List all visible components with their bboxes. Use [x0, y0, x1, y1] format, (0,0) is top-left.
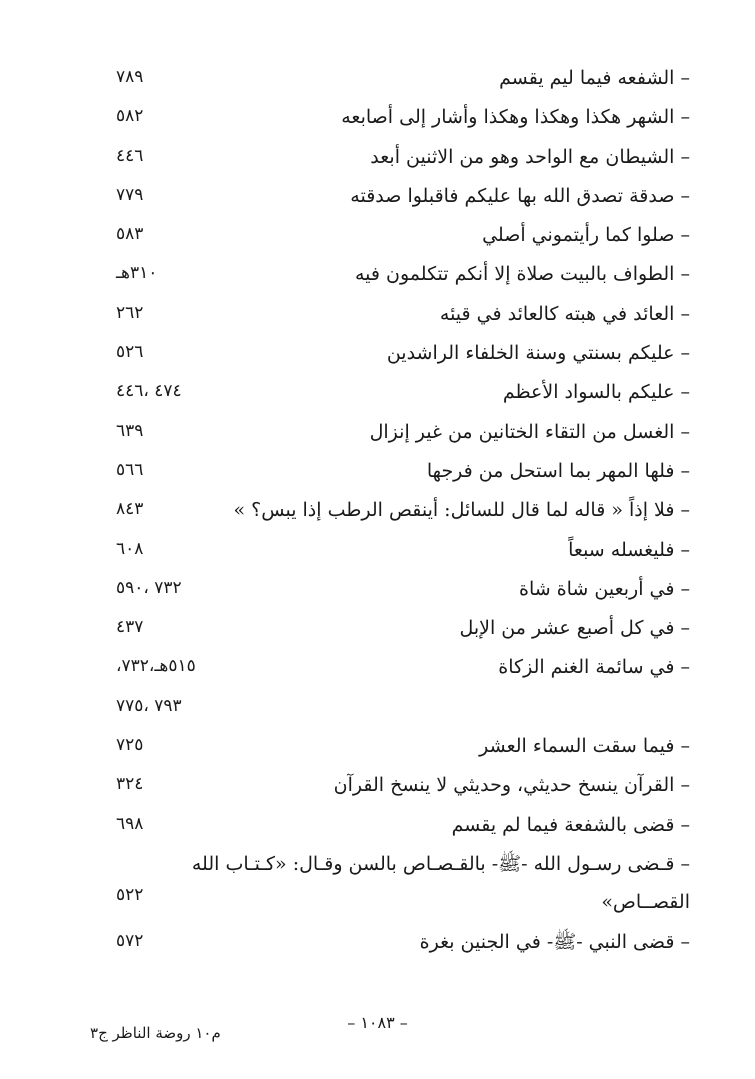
page-reference: ٥٨٢ [116, 106, 144, 127]
list-item [90, 451, 690, 490]
list-item [90, 215, 690, 254]
list-item [90, 137, 690, 176]
page-reference: ٤٣٧ [116, 617, 144, 638]
signature-mark: م١٠ روضة الناظر ج٣ [90, 1024, 221, 1042]
list-item [90, 922, 690, 961]
hadith-index-list [90, 58, 690, 961]
page-reference: ٨٤٣ [116, 499, 144, 520]
hadith-text: – فليغسله سبعاً [568, 538, 690, 561]
list-item [90, 490, 690, 529]
list-item [90, 294, 690, 333]
list-item [90, 530, 690, 569]
hadith-text: – الطواف بالبيت صلاة إلا أنكم تتكلمون فيه [354, 263, 690, 286]
page-reference: ٥٦٦ [116, 459, 144, 480]
hadith-text: – قـضى رسـول الله -ﷺ- بالقـصـاص بالسن وقـال: «كـتـاب الله [191, 852, 690, 875]
hadith-text: – قضى النبي -ﷺ- في الجنين بغرة [419, 930, 690, 953]
page-reference: ٥٧٢ [116, 930, 144, 951]
page-reference: ٤٧٤ ،٤٤٦ [116, 381, 182, 402]
page-reference: ٦٣٩ [116, 420, 144, 441]
hadith-text: – في سائمة الغنم الزكاة [498, 656, 690, 679]
page-reference: ٤٤٦ [116, 145, 144, 166]
list-item [90, 805, 690, 844]
hadith-text: – الغسل من التقاء الختانين من غير إنزال [369, 420, 690, 443]
hadith-text: – فلا إذاً « قاله لما قال للسائل: أينقص الرطب إذا يبس؟ » [233, 499, 690, 522]
list-item [90, 254, 690, 293]
hadith-text: – الشيطان مع الواحد وهو من الاثنين أبعد [370, 145, 690, 168]
page-reference: ٦٠٨ [116, 538, 144, 559]
list-item [90, 176, 690, 215]
hadith-text: – عليكم بسنتي وسنة الخلفاء الراشدين [386, 342, 690, 365]
page-reference: ٧٨٩ [116, 67, 144, 87]
list-item [90, 58, 690, 97]
page-reference: ٧٧٩ [116, 184, 144, 205]
hadith-text: – الشهر هكذا وهكذا وهكذا وأشار إلى أصابعه [341, 106, 690, 129]
hadith-text: – القرآن ينسخ حديثي، وحديثي لا ينسخ القرآن [333, 774, 690, 797]
list-item [90, 687, 690, 726]
page-reference: ٧٣٢ ،٥٩٠ [116, 577, 182, 598]
hadith-text: – عليكم بالسواد الأعظم [502, 381, 690, 404]
page-reference: ٦٩٨ [116, 813, 144, 834]
page-reference: ٢٦٢ [116, 302, 144, 323]
page-reference: ٧٩٣ ،٧٧٥ [116, 695, 182, 716]
hadith-text: – فيما سقت السماء العشر [479, 735, 690, 758]
hadith-text: – صلوا كما رأيتموني أصلي [482, 224, 690, 247]
list-item [90, 765, 690, 804]
page-reference: ٥٢٢ [116, 884, 144, 905]
list-item [90, 333, 690, 372]
page-reference: ٣٢٤ [116, 774, 144, 795]
page-number: – ١٠٨٣ – [347, 1013, 408, 1032]
list-item [90, 844, 690, 922]
list-item [90, 412, 690, 451]
list-item [90, 726, 690, 765]
page-reference: ٥١٥هـ،٧٣٢، [116, 656, 196, 677]
page-reference: ٧٢٥ [116, 735, 144, 756]
hadith-text: – الشفعه فيما ليم يقسم [499, 67, 690, 89]
list-item [90, 608, 690, 647]
hadith-text: – في كل أصبع عشر من الإبل [459, 617, 690, 640]
hadith-text: – في أربعين شاة شاة [518, 577, 690, 600]
page-reference: ٥٢٦ [116, 342, 144, 363]
hadith-text: – فلها المهر بما استحل من فرجها [426, 459, 690, 482]
hadith-text: – العائد في هبته كالعائد في قيئه [439, 302, 690, 325]
list-item [90, 647, 690, 686]
hadith-text: – صدقة تصدق الله بها عليكم فاقبلوا صدقته [350, 184, 690, 207]
page-reference: ٥٨٣ [116, 224, 144, 245]
hadith-text-continuation: القصــاص» [601, 890, 690, 913]
list-item [90, 372, 690, 411]
page-reference: ٣١٠هـ [116, 263, 158, 284]
hadith-text: – قضى بالشفعة فيما لم يقسم [451, 813, 690, 836]
list-item [90, 569, 690, 608]
list-item [90, 97, 690, 136]
